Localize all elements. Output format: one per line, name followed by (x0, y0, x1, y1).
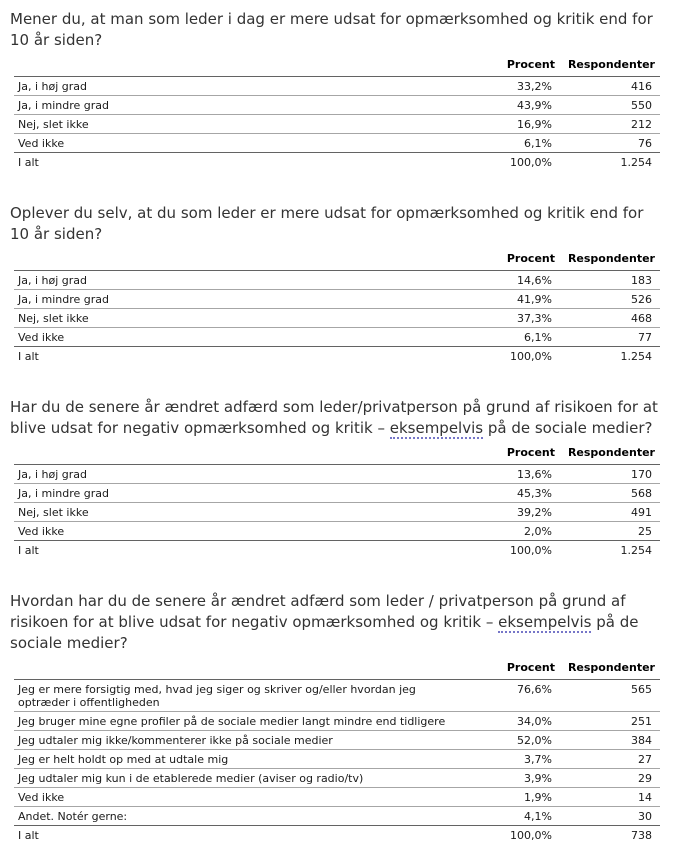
spellcheck-underlined-word: eksempelvis (498, 613, 592, 631)
row-percent: 52,0% (468, 731, 560, 750)
table-row (14, 328, 660, 347)
row-respondents: 14 (560, 788, 660, 807)
results-table-2 (14, 251, 660, 365)
row-percent: 16,9% (468, 115, 560, 134)
table-row (14, 115, 660, 134)
table-row (14, 750, 660, 769)
row-percent: 6,1% (468, 134, 560, 153)
question-title-4 (10, 591, 660, 654)
table-row (14, 77, 660, 96)
row-respondents: 77 (560, 328, 660, 347)
row-respondents: 25 (560, 522, 660, 541)
row-label: Jeg er mere forsigtig med, hvad jeg siger og skriver og/eller hvordan jeg optræder i offentligheden (14, 680, 468, 712)
question-block-2 (10, 203, 660, 365)
row-percent: 14,6% (468, 271, 560, 290)
total-respondents: 1.254 (560, 541, 660, 560)
row-respondents: 170 (560, 465, 660, 484)
row-label: Jeg bruger mine egne profiler på de sociale medier langt mindre end tidligere (14, 712, 468, 731)
question-title-text: Hvordan har du de senere år ændret adfærd som leder / privatperson på grund af risikoen for at blive udsat for negativ opmærksomhed og kritik – (10, 592, 626, 631)
row-label: Ved ikke (14, 522, 468, 541)
row-label: Nej, slet ikke (14, 309, 468, 328)
row-respondents: 29 (560, 769, 660, 788)
question-title-3 (10, 397, 660, 439)
row-percent: 13,6% (468, 465, 560, 484)
percent-column-header: Procent (506, 58, 555, 71)
row-respondents: 416 (560, 77, 660, 96)
row-percent: 3,7% (468, 750, 560, 769)
total-label: I alt (14, 826, 468, 845)
row-percent: 34,0% (468, 712, 560, 731)
row-label: Nej, slet ikke (14, 503, 468, 522)
row-label: Nej, slet ikke (14, 115, 468, 134)
table-row (14, 309, 660, 328)
table-row (14, 712, 660, 731)
total-label: I alt (14, 347, 468, 366)
total-percent: 100,0% (468, 153, 560, 172)
total-label: I alt (14, 541, 468, 560)
question-title-text: Har du de senere år ændret adfærd som leder/privatperson på grund af risikoen for at blive udsat for negativ opmærksomhed og kritik – (10, 398, 658, 437)
respondents-column-header: Respondenter (567, 446, 655, 459)
question-block-4 (10, 591, 660, 844)
row-label: Ja, i høj grad (14, 271, 468, 290)
respondents-column-header: Respondenter (567, 661, 655, 674)
respondents-column-header: Respondenter (567, 58, 655, 71)
row-percent: 43,9% (468, 96, 560, 115)
question-title-text: på de sociale medier? (483, 419, 653, 437)
row-label: Ved ikke (14, 788, 468, 807)
total-respondents: 738 (560, 826, 660, 845)
table-row (14, 290, 660, 309)
row-percent: 2,0% (468, 522, 560, 541)
row-label: Jeg udtaler mig kun i de etablerede medier (aviser og radio/tv) (14, 769, 468, 788)
row-respondents: 491 (560, 503, 660, 522)
row-label: Ja, i mindre grad (14, 290, 468, 309)
row-respondents: 251 (560, 712, 660, 731)
question-block-1 (10, 9, 660, 171)
table-row (14, 731, 660, 750)
row-label: Jeg udtaler mig ikke/kommenterer ikke på sociale medier (14, 731, 468, 750)
row-respondents: 212 (560, 115, 660, 134)
row-label: Ja, i høj grad (14, 465, 468, 484)
table-row (14, 807, 660, 826)
label-column-header (14, 251, 468, 271)
row-respondents: 568 (560, 484, 660, 503)
row-respondents: 526 (560, 290, 660, 309)
row-label: Ja, i høj grad (14, 77, 468, 96)
header-row (14, 251, 660, 271)
total-respondents: 1.254 (560, 153, 660, 172)
results-table-4 (14, 660, 660, 844)
question-block-3 (10, 397, 660, 559)
table-row (14, 503, 660, 522)
total-percent: 100,0% (468, 347, 560, 366)
spellcheck-underlined-word: eksempelvis (389, 419, 484, 437)
row-label: Ja, i mindre grad (14, 96, 468, 115)
question-title-text: på de sociale medier? (10, 613, 639, 652)
table-row-total (14, 347, 660, 366)
results-table-3 (14, 445, 660, 559)
question-title-2: Oplever du selv, at du som leder er mere udsat for opmærksomhed og kritik end for 10 år siden? (10, 204, 644, 243)
table-row (14, 96, 660, 115)
question-title-1: Mener du, at man som leder i dag er mere udsat for opmærksomhed og kritik end for 10 år siden? (10, 10, 653, 49)
row-respondents: 30 (560, 807, 660, 826)
row-label: Jeg er helt holdt op med at udtale mig (14, 750, 468, 769)
table-row (14, 769, 660, 788)
row-label: Ved ikke (14, 134, 468, 153)
row-percent: 33,2% (468, 77, 560, 96)
row-respondents: 565 (560, 680, 660, 712)
table-row-total (14, 541, 660, 560)
percent-column-header: Procent (506, 252, 555, 265)
row-percent: 39,2% (468, 503, 560, 522)
table-row (14, 680, 660, 712)
percent-column-header: Procent (506, 661, 555, 674)
results-table-1 (14, 57, 660, 171)
header-row (14, 660, 660, 680)
respondents-column-header: Respondenter (567, 252, 655, 265)
total-percent: 100,0% (468, 826, 560, 845)
percent-column-header: Procent (506, 446, 555, 459)
table-row (14, 271, 660, 290)
label-column-header (14, 660, 468, 680)
row-label: Andet. Notér gerne: (14, 807, 468, 826)
table-row (14, 134, 660, 153)
row-percent: 4,1% (468, 807, 560, 826)
row-percent: 1,9% (468, 788, 560, 807)
table-row (14, 465, 660, 484)
total-label: I alt (14, 153, 468, 172)
row-respondents: 183 (560, 271, 660, 290)
row-respondents: 27 (560, 750, 660, 769)
table-row-total (14, 153, 660, 172)
label-column-header (14, 445, 468, 465)
table-row (14, 788, 660, 807)
row-percent: 41,9% (468, 290, 560, 309)
row-percent: 37,3% (468, 309, 560, 328)
table-row (14, 484, 660, 503)
table-row (14, 522, 660, 541)
header-row (14, 57, 660, 77)
row-percent: 45,3% (468, 484, 560, 503)
total-percent: 100,0% (468, 541, 560, 560)
row-percent: 3,9% (468, 769, 560, 788)
row-percent: 6,1% (468, 328, 560, 347)
row-percent: 76,6% (468, 680, 560, 712)
row-respondents: 76 (560, 134, 660, 153)
header-row (14, 445, 660, 465)
row-label: Ved ikke (14, 328, 468, 347)
row-label: Ja, i mindre grad (14, 484, 468, 503)
row-respondents: 468 (560, 309, 660, 328)
row-respondents: 384 (560, 731, 660, 750)
total-respondents: 1.254 (560, 347, 660, 366)
label-column-header (14, 57, 468, 77)
table-row-total (14, 826, 660, 845)
row-respondents: 550 (560, 96, 660, 115)
